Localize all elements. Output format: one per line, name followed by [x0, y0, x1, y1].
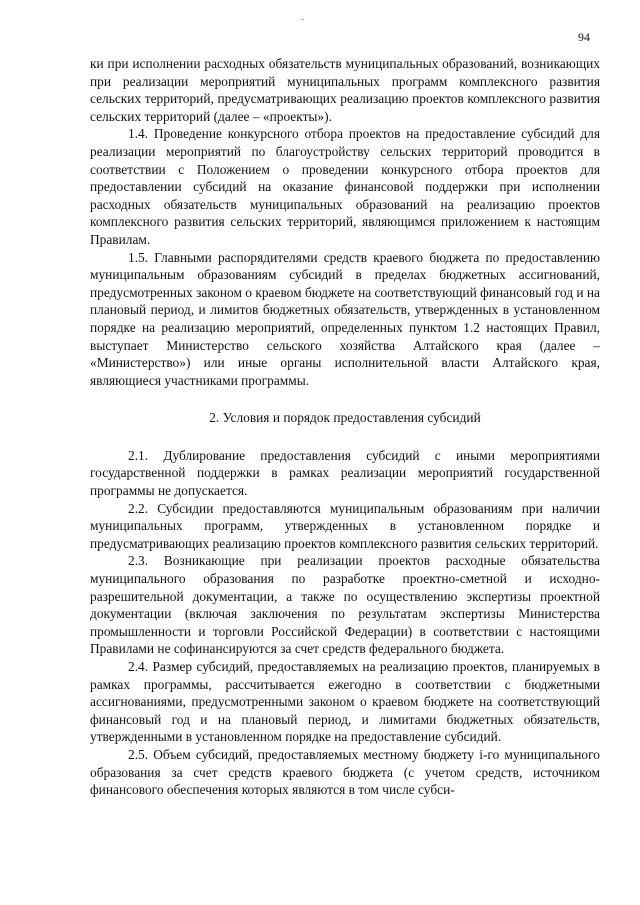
- page-number: 94: [578, 30, 590, 44]
- top-mark: ..: [300, 12, 305, 22]
- paragraph-2-3: 2.3. Возникающие при реализации проектов расходные обязательства муниципального образования по разработке проектно-сметной и исходно-разрешительной документации, а также по осуществлению экспертизы проектной документации (включая заключения по результатам экспертизы Министерства промышленности и торговли Российской Федерации) в соответствии с настоящими Правилами не софинансируются за счет средств федерального бюджета.: [90, 553, 600, 657]
- paragraph-1-4: 1.4. Проведение конкурсного отбора проектов на предоставление субсидий для реализации мероприятий по благоустройству сельских территорий проводится в соответствии с Положением о проведении конкурсного отбора проектов для предоставлении субсидий на оказание финансовой поддержки при исполнении расходных обязательств муниципальных образований на реализацию проектов комплексного развития сельских территорий, являющимся приложением к настоящим Правилам.: [90, 126, 600, 247]
- paragraph-2-2: 2.2. Субсидии предоставляются муниципальным образованиям при наличии муниципальных программ, утвержденных в установленном порядке и предусматривающих реализацию проектов комплексного развития сельских территорий.: [90, 500, 600, 551]
- paragraph-2-5: 2.5. Объем субсидий, предоставляемых местному бюджету i-го муниципального образования за счет средств краевого бюджета (с учетом средств, источником финансового обеспечения которых являются в том числе субси-: [90, 746, 600, 798]
- paragraph-2-4: 2.4. Размер субсидий, предоставляемых на реализацию проектов, планируемых в рамках программы, рассчитывается ежегодно в соответствии с бюджетными ассигнованиями, предусмотренными законом о краевом бюджете на соответствующий финансовый год и на плановый период, и лимитами бюджетных обязательств, утвержденными в установленном порядке на предоставление субсидий.: [90, 659, 600, 745]
- paragraph-1-5: 1.5. Главными распорядителями средств краевого бюджета по предоставлению муниципальным образованиям субсидий в пределах бюджетных ассигнований, предусмотренных законом о краевом бюджете на соответствующий финансовый год и на плановый период, и лимитов бюджетных обязательств, утвержденных в установленном порядке на реализацию мероприятий, определенных пунктом 1.2 настоящих Правил, выступает Министерство сельского хозяйства Алтайского края (далее – «Министерство») или иные органы исполнительной власти Алтайского края, являющиеся участниками программы.: [90, 249, 600, 388]
- section-heading: 2. Условия и порядок предоставления субсидий: [209, 410, 481, 426]
- document-body: [90, 55, 600, 799]
- paragraph-2-1: 2.1. Дублирование предоставления субсидий с иными мероприятиями государственной поддержки в рамках реализации мероприятий государственной программы не допускается.: [90, 447, 600, 499]
- paragraph-continuation: ки при исполнении расходных обязательств муниципальных образований, возникающих при реализации мероприятий муниципальных программ комплексного развития сельских территорий, предусматривающих реализацию проектов комплексного развития сельских территорий (далее – «проекты»).: [90, 56, 600, 124]
